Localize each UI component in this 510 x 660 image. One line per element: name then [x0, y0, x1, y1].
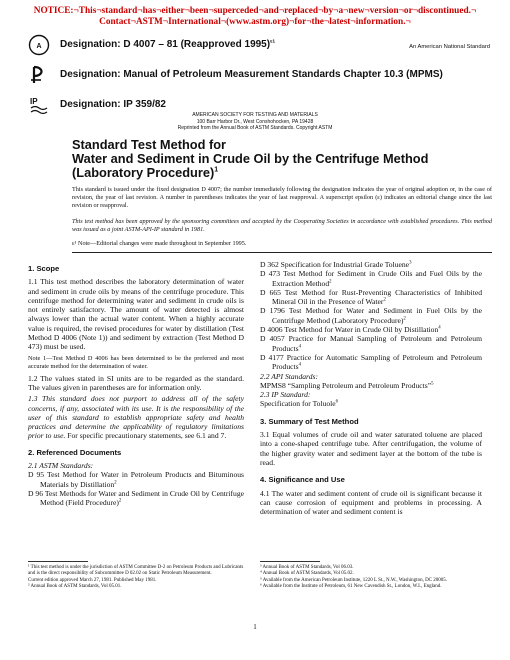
title-line-1: Standard Test Method for	[72, 137, 227, 152]
right-column	[260, 260, 482, 516]
footnote-1-edition: Current edition approved March 27, 1981. Published May 1981.	[28, 577, 157, 583]
section-scope-heading: 1. Scope	[28, 264, 60, 273]
left-column	[28, 260, 244, 508]
footnotes-left	[28, 565, 244, 591]
svg-text:A: A	[36, 43, 42, 50]
notice-line-1: NOTICE:¬This¬standard¬has¬either¬been¬superceded¬and¬replaced¬by¬a¬new¬version¬or¬discontinued.¬	[33, 6, 477, 16]
society-block	[0, 112, 510, 132]
approval-statement: This test method has been approved by the sponsoring committees and accepted by the Cooperating Societies in accordance with established procedures. This method was issued as a joint ASTM-API-IP standard in 1981.	[72, 218, 492, 233]
para-1-2: 1.2 The values stated in SI units are to be regarded as the standard. The values given in parentheses are for information only.	[28, 373, 244, 392]
designation-row-ip	[28, 94, 490, 114]
para-1-3: 1.3 This standard does not purport to address all of the safety concerns, if any, associated with its use. It is the responsibility of the user of this standard to establish appropriate safety and health practices and determine the applicability of regulatory limitations prior to use. For specific precautionary statements, see 6.1 and 7.	[28, 394, 244, 441]
ref-d1796: D 1796 Test Method for Water and Sediment in Fuel Oils by the Centrifuge Method (Laboratory Procedure)$^2$	[260, 306, 482, 325]
reprint-line: Reprinted from the Annual Book of ASTM Standards. Copyright ASTM	[177, 125, 333, 131]
ref-d362: D 362 Specification for Industrial Grade Toluene$^3$	[260, 260, 412, 269]
section-referenced-heading: 2. Referenced Documents	[28, 447, 122, 457]
title-line-3: (Laboratory Procedure)$^1$	[72, 165, 219, 180]
footnotes-right	[260, 565, 482, 591]
ref-d665: D 665 Test Method for Rust-Preventing Characteristics of Inhibited Mineral Oil in the Presence of Water$^2$	[260, 287, 482, 307]
ref-d4057: D 4057 Practice for Manual Sampling of Petroleum and Petroleum Products$^4$	[260, 334, 482, 353]
supersede-notice	[0, 6, 510, 28]
ref-d4006: D 4006 Test Method for Water in Crude Oil by Distillation$^4$	[260, 325, 441, 335]
editorial-note: ε¹ Note—Editorial changes were made throughout in September 1995.	[72, 240, 247, 247]
para-3-1: 3.1 Equal volumes of crude oil and water saturated toluene are placed into a cone-shaped centrifuge tube. After centrifugation, the volume of the higher gravity water and sediment layer at the bottom of the tube is read.	[260, 430, 482, 467]
footnote-rule-left	[28, 561, 88, 562]
society-name: AMERICAN SOCIETY FOR TESTING AND MATERIALS	[192, 112, 318, 118]
ref-d96: D 96 Test Methods for Water and Sediment in Crude Oil by Centrifuge Method (Field Procedure)$^2$	[28, 488, 244, 508]
para-2-2: 2.2 API Standards:	[260, 371, 319, 381]
header-rule	[72, 252, 492, 253]
footnote-1: ¹ This test method is under the jurisdiction of ASTM Committee D-2 on Petroleum Products and Lubricants and is the direct responsibility of Subcommittee D 02.02 on Static Petroleum Measurement.	[28, 565, 244, 577]
designation-astm: Designation: D 4007 – 81 (Reapproved 1995)$^{\varepsilon 1}$	[60, 38, 276, 50]
note-1: Note 1—Test Method D 4006 has been determined to be the preferred and most accurate method for the determination of water.	[28, 354, 244, 370]
ref-d473: D 473 Test Method for Sediment in Crude Oils and Fuel Oils by the Extraction Method$^2$	[260, 269, 482, 288]
footnote-6: ⁶ Available from the Institute of Petroleum, 61 New Cavendish St., London, W.I., England.	[260, 584, 442, 590]
section-summary-heading: 3. Summary of Test Method	[260, 416, 359, 426]
svg-text:IP: IP	[30, 97, 38, 106]
american-national-standard-label: An American National Standard	[409, 44, 490, 50]
issuance-statement: This standard is issued under the fixed designation D 4007; the number immediately following the designation indicates the year of original adoption or, in the case of revision, the year of last revision. A number in parentheses indicates the year of last reapproval. A superscript epsilon (ε) indicates an editorial change since the last revision or reapproval.	[72, 186, 492, 209]
ref-toluole: Specification for Toluole$^6$	[260, 399, 339, 409]
para-2-1: 2.1 ASTM Standards:	[28, 461, 94, 471]
page-number: 1	[253, 623, 257, 631]
ref-mpms8: MPMS8 “Sampling Petroleum and Petroleum Products”$^5$	[260, 380, 434, 390]
footnote-3: ³ Annual Book of ASTM Standards, Vol 06.03.	[260, 565, 354, 570]
footnote-rule-right	[260, 561, 320, 562]
api-logo-icon	[28, 64, 50, 84]
astm-logo-icon	[28, 34, 50, 54]
society-address: 100 Barr Harbor Dr., West Conshohocken, PA 19428	[196, 118, 314, 125]
footnote-4: ⁴ Annual Book of ASTM Standards, Vol 05.02.	[260, 571, 354, 577]
para-2-3: 2.3 IP Standard:	[260, 390, 311, 400]
para-1-1: 1.1 This test method describes the laboratory determination of water and sediment in crude oils by means of the centrifuge procedure. This centrifuge method for determining water and sediment in crude oils is not entirely satisfactory. The amount of water detected is almost always lower than the actual water content. When a highly accurate value is required, the revised procedures for water by distillation (Test Method D 4006 (Note 1)) and sediment by extraction (Test Method D 473) must be used.	[28, 277, 244, 352]
footnote-2: ² Annual Book of ASTM Standards, Vol 05.01.	[28, 584, 122, 590]
designation-row-api	[28, 64, 490, 84]
para-4-1: 4.1 The water and sediment content of crude oil is significant because it can cause corrosion of equipment and problems in processing. A determination of water and sediment content is	[260, 488, 482, 517]
notice-line-2: Contact¬ASTM¬International¬(www.astm.org)¬for¬the¬latest¬information.¬	[99, 17, 411, 27]
section-significance-heading: 4. Significance and Use	[260, 475, 345, 485]
ip-logo-icon	[28, 94, 50, 114]
ref-d95: D 95 Test Method for Water in Petroleum Products and Bituminous Materials by Distillation$^2$	[28, 470, 244, 489]
footnote-5: ⁵ Available from the American Petroleum Institute, 1220 L St., N.W., Washington, DC 20005.	[260, 577, 448, 583]
title-line-2: Water and Sediment in Crude Oil by the Centrifuge Method	[72, 151, 429, 166]
document-title	[72, 138, 472, 180]
ref-d4177: D 4177 Practice for Automatic Sampling of Petroleum and Petroleum Products$^4$	[260, 352, 482, 372]
designation-ip: Designation: IP 359/82	[60, 98, 166, 110]
designation-api: Designation: Manual of Petroleum Measurement Standards Chapter 10.3 (MPMS)	[60, 68, 443, 80]
